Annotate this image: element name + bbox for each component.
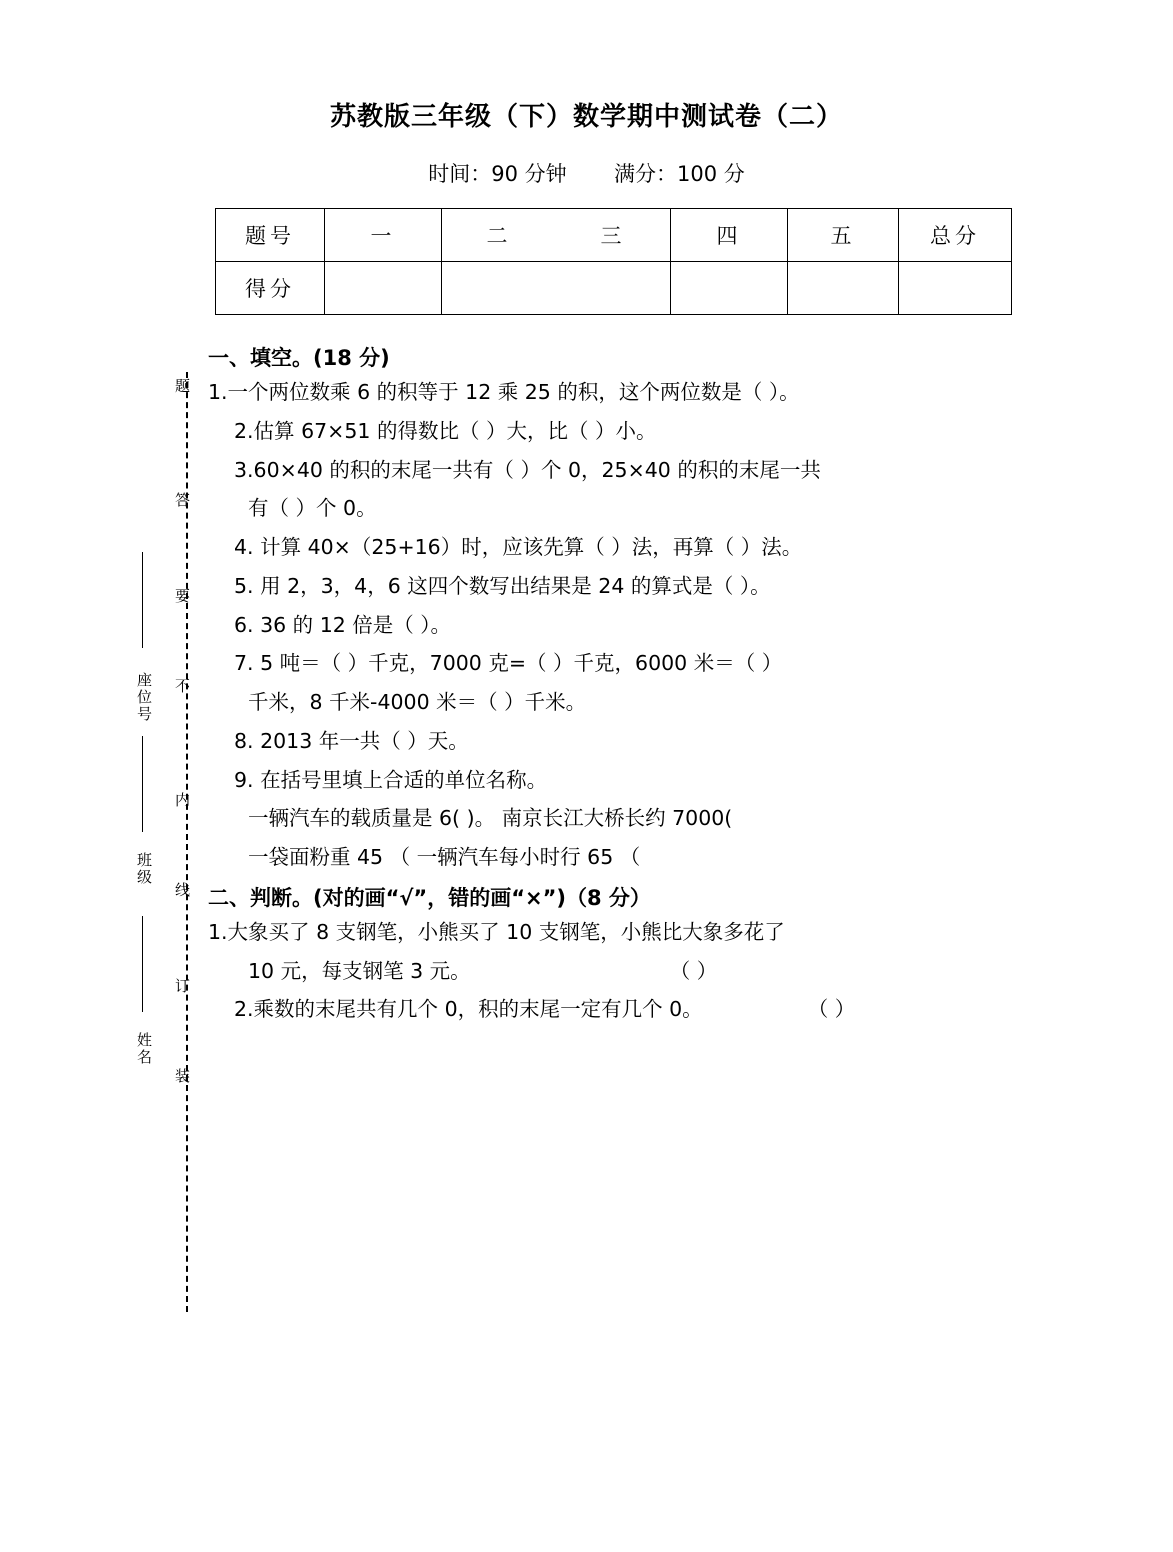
question-1-9-line-2: 一袋面粉重 45 （ 一辆汽车每小时行 65 （ [248,845,641,870]
margin-char-ding: 订 [173,978,191,995]
section-1-title: 一、填空。(18 分) [208,346,390,370]
question-2-1-cont [248,956,1008,988]
question-1-7-cont: 千米，8 千米-4000 米＝（ ）千米。 [248,690,587,715]
question-1-7: 7. 5 吨＝（ ）千克，7000 克=（ ）千克，6000 米＝（ ） [234,651,783,676]
margin-char-yao: 要 [173,588,191,605]
question-1-9: 9. 在括号里填上合适的单位名称。 [234,767,548,792]
name-write-line [142,916,143,1012]
margin-char-da: 答 [173,492,191,509]
margin-label-name: 姓名 [135,1032,153,1066]
exam-total-score: 满分：100 分 [614,162,745,186]
cell-section-5: 五 [788,209,899,262]
answer-blank-2-2[interactable]: （ ） [807,997,856,1022]
cell-section-1: 一 [325,209,442,262]
cell-section-4: 四 [671,209,788,262]
score-blank-total[interactable] [899,262,1012,315]
question-2-1-text: 10 元，每支钢笔 3 元。 [248,958,471,983]
page-title: 苏教版三年级（下）数学期中测试卷（二） [329,102,843,132]
question-1-3-cont: 有（ ）个 0。 [248,496,377,521]
margin-label-class: 班级 [135,852,153,886]
seat-write-line [142,552,143,648]
question-1-8: 8. 2013 年一共（ ）天。 [234,728,469,753]
margin-char-xian: 线 [173,882,191,899]
cell-section-2: 二 [486,224,512,248]
exam-body [208,334,1008,1033]
score-blank-4[interactable] [671,262,788,315]
cell-question-number: 题号 [216,209,325,262]
class-write-line [142,736,143,832]
exam-time: 时间：90 分钟 [428,162,567,186]
question-1-3: 3.60×40 的积的末尾一共有（ ）个 0，25×40 的积的末尾一共 [234,457,821,482]
cell-section-3: 三 [600,224,626,248]
question-1-5: 5. 用 2，3，4，6 这四个数写出结果是 24 的算式是（ ）。 [234,573,771,598]
left-margin-strip [0,0,200,1552]
question-2-2-text: 2.乘数的末尾共有几个 0，积的末尾一定有几个 0。 [234,997,703,1022]
table-row-score [216,262,1012,315]
table-row-header [216,209,1012,262]
cell-section-2-3 [442,209,671,262]
score-blank-2-3[interactable] [442,262,671,315]
margin-char-bu: 不 [173,678,191,695]
cell-total: 总分 [899,209,1012,262]
question-1-9-line-1: 一辆汽车的载质量是 6( )。 南京长江大桥长约 7000( [248,806,733,831]
question-1-4: 4. 计算 40×（25+16）时，应该先算（ ）法，再算（ ）法。 [234,535,803,560]
question-2-2 [234,994,1008,1026]
margin-char-ti: 题 [173,378,191,395]
margin-char-zhuang: 装 [173,1068,191,1085]
answer-blank-2-1[interactable]: （ ） [669,958,718,983]
question-2-1: 1.大象买了 8 支钢笔，小熊买了 10 支钢笔，小熊比大象多花了 [208,919,785,944]
section-2-title: 二、判断。(对的画“√”，错的画“×”)（8 分） [208,885,651,910]
margin-label-seat: 座位号 [135,672,153,723]
cell-score-label: 得分 [216,262,325,315]
score-blank-5[interactable] [788,262,899,315]
dashed-fold-line [186,372,188,1312]
score-blank-1[interactable] [325,262,442,315]
exam-meta [0,158,1173,188]
question-1-1: 1.一个两位数乘 6 的积等于 12 乘 25 的积，这个两位数是（ ）。 [208,380,800,404]
margin-char-nei: 内 [173,792,191,809]
score-table [215,208,1012,315]
question-1-2: 2.估算 67×51 的得数比（ ）大，比（ ）小。 [234,418,657,443]
question-1-6: 6. 36 的 12 倍是（ ）。 [234,612,452,637]
